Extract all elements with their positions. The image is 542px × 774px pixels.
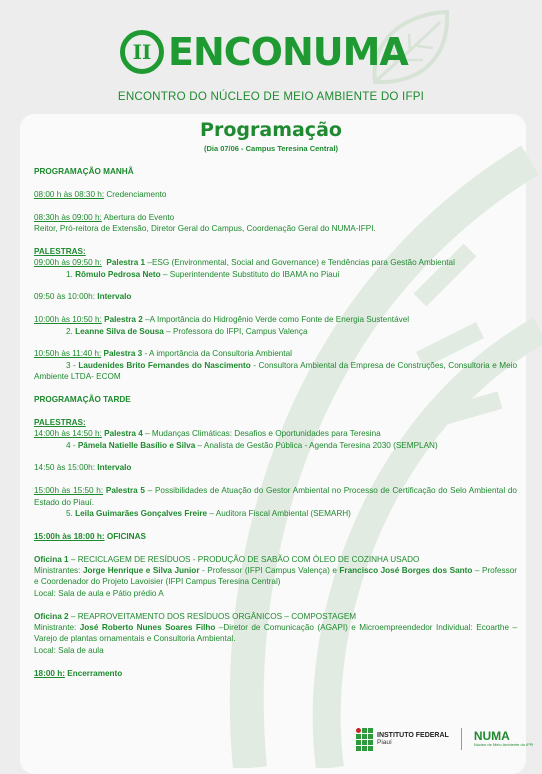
oficina-1-ministrantes: Ministrantes: Jorge Henrique e Silva Junior - Professor (IFPI Campus Valença) e Francisco José Borges dos Santo – Professor e Coordenador do Projeto Lavoisier (IFPI Campus Teresina Central) [34,566,518,587]
palestras-heading-afternoon: PALESTRAS: [34,417,86,427]
abertura-detail: Reitor, Pró-reitora de Extensão, Diretor Geral do Campus, Coordenação Geral do NUMA-IFPI. [34,224,376,233]
oficina-1-local: Local: Sala de aula e Pátio prédio A [34,588,164,598]
oficina-2-title: Oficina 2 – REAPROVEITAMENTO DOS RESÍDUOS ORGÂNICOS – COMPOSTAGEM [34,611,357,621]
page-title: Programação [200,119,342,141]
oficinas-heading: 15:00h às 18:00 h: OFICINAS [34,531,146,541]
palestra-1: 09:00h às 09:50 h: Palestra 1 –ESG (Environmental, Social and Governance) e Tendências para Gestão Ambiental [34,258,455,268]
footer-divider [461,728,462,750]
event-name: ENCONUMA [168,30,408,74]
palestra-5-speaker: 5. Leila Guimarães Gonçalves Freire – Auditora Fiscal Ambiental (SEMARH) [66,509,351,519]
palestra-2-speaker: 2. Leanne Silva de Sousa – Professora do IFPI, Campus Valença [66,326,308,336]
palestra-2: 10:00h às 10:50 h: Palestra 2 –A Importância do Hidrogênio Verde como Fonte de Energia Sustentável [34,315,410,325]
numa-logo: NUMA Núcleo de Meio Ambiente do IFPI [473,729,534,747]
palestra-4: 14:00h às 14:50 h: Palestra 4 – Mudanças Climáticas: Desafios e Oportunidades para Teresina [34,429,381,439]
palestra-5: 15:00h às 15:50 h: Palestra 5 – Possibilidades de Atuação do Gestor Ambiental no Processo de Certificação do Selo Ambiental do Estado do Piauí. [34,486,517,507]
oficina-2-ministrante: Ministrante: José Roberto Nunes Soares Filho –Diretor de Comunicação (AGAPI) e Microempreendedor Individual: Ecoarthe – Varejo de plantas ornamentais e Consultoria Ambiental. [34,623,517,644]
intervalo-1: 09:50 às 10:00h: Intervalo [34,292,132,302]
item-abertura: 08:30h às 09:00 h: Abertura do Evento [34,212,175,222]
oficina-1-title: Oficina 1 – RECICLAGEM DE RESÍDUOS - PRODUÇÃO DE SABÃO COM ÓLEO DE COZINHA USADO [34,554,420,564]
if-logo-text: INSTITUTO FEDERAL Piauí [377,732,449,746]
palestras-heading-morning: PALESTRAS: [34,246,86,256]
edition-badge: II [120,30,164,74]
palestra-3-speaker: 3 - Laudenides Brito Fernandes do Nascimento - Consultora Ambiental da Empresa de Construções, Consultoria e Meio Ambiente LTDA- ECOM [34,360,518,382]
palestra-3: 10:50h às 11:40 h: Palestra 3 - A importância da Consultoria Ambiental [34,349,292,359]
program-content [34,166,517,679]
encerramento: 18:00 h: Encerramento [34,668,123,678]
event-subtitle: ENCONTRO DO NÚCLEO DE MEIO AMBIENTE DO IFPI [117,90,425,103]
palestra-4-speaker: 4 - Pâmela Natielle Basílio e Silva – Analista de Gestão Pública - Agenda Teresina 2030 (SEMPLAN) [66,440,438,450]
item-credenciamento: 08:00 h às 08:30 h: Credenciamento [34,189,167,199]
palestra-1-speaker: 1. Rômulo Pedrosa Neto – Superintendente Substituto do IBAMA no Piauí [66,269,340,279]
date-line: (Dia 07/06 - Campus Teresina Central) [203,144,339,153]
if-logo-icon [356,728,373,751]
footer-logos [356,728,533,750]
afternoon-heading: PROGRAMAÇÃO TARDE [34,395,131,405]
oficina-2-local: Local: Sala de aula [34,645,104,655]
morning-heading: PROGRAMAÇÃO MANHÃ [34,167,134,176]
intervalo-2: 14:50 às 15:00h: Intervalo [34,463,132,473]
